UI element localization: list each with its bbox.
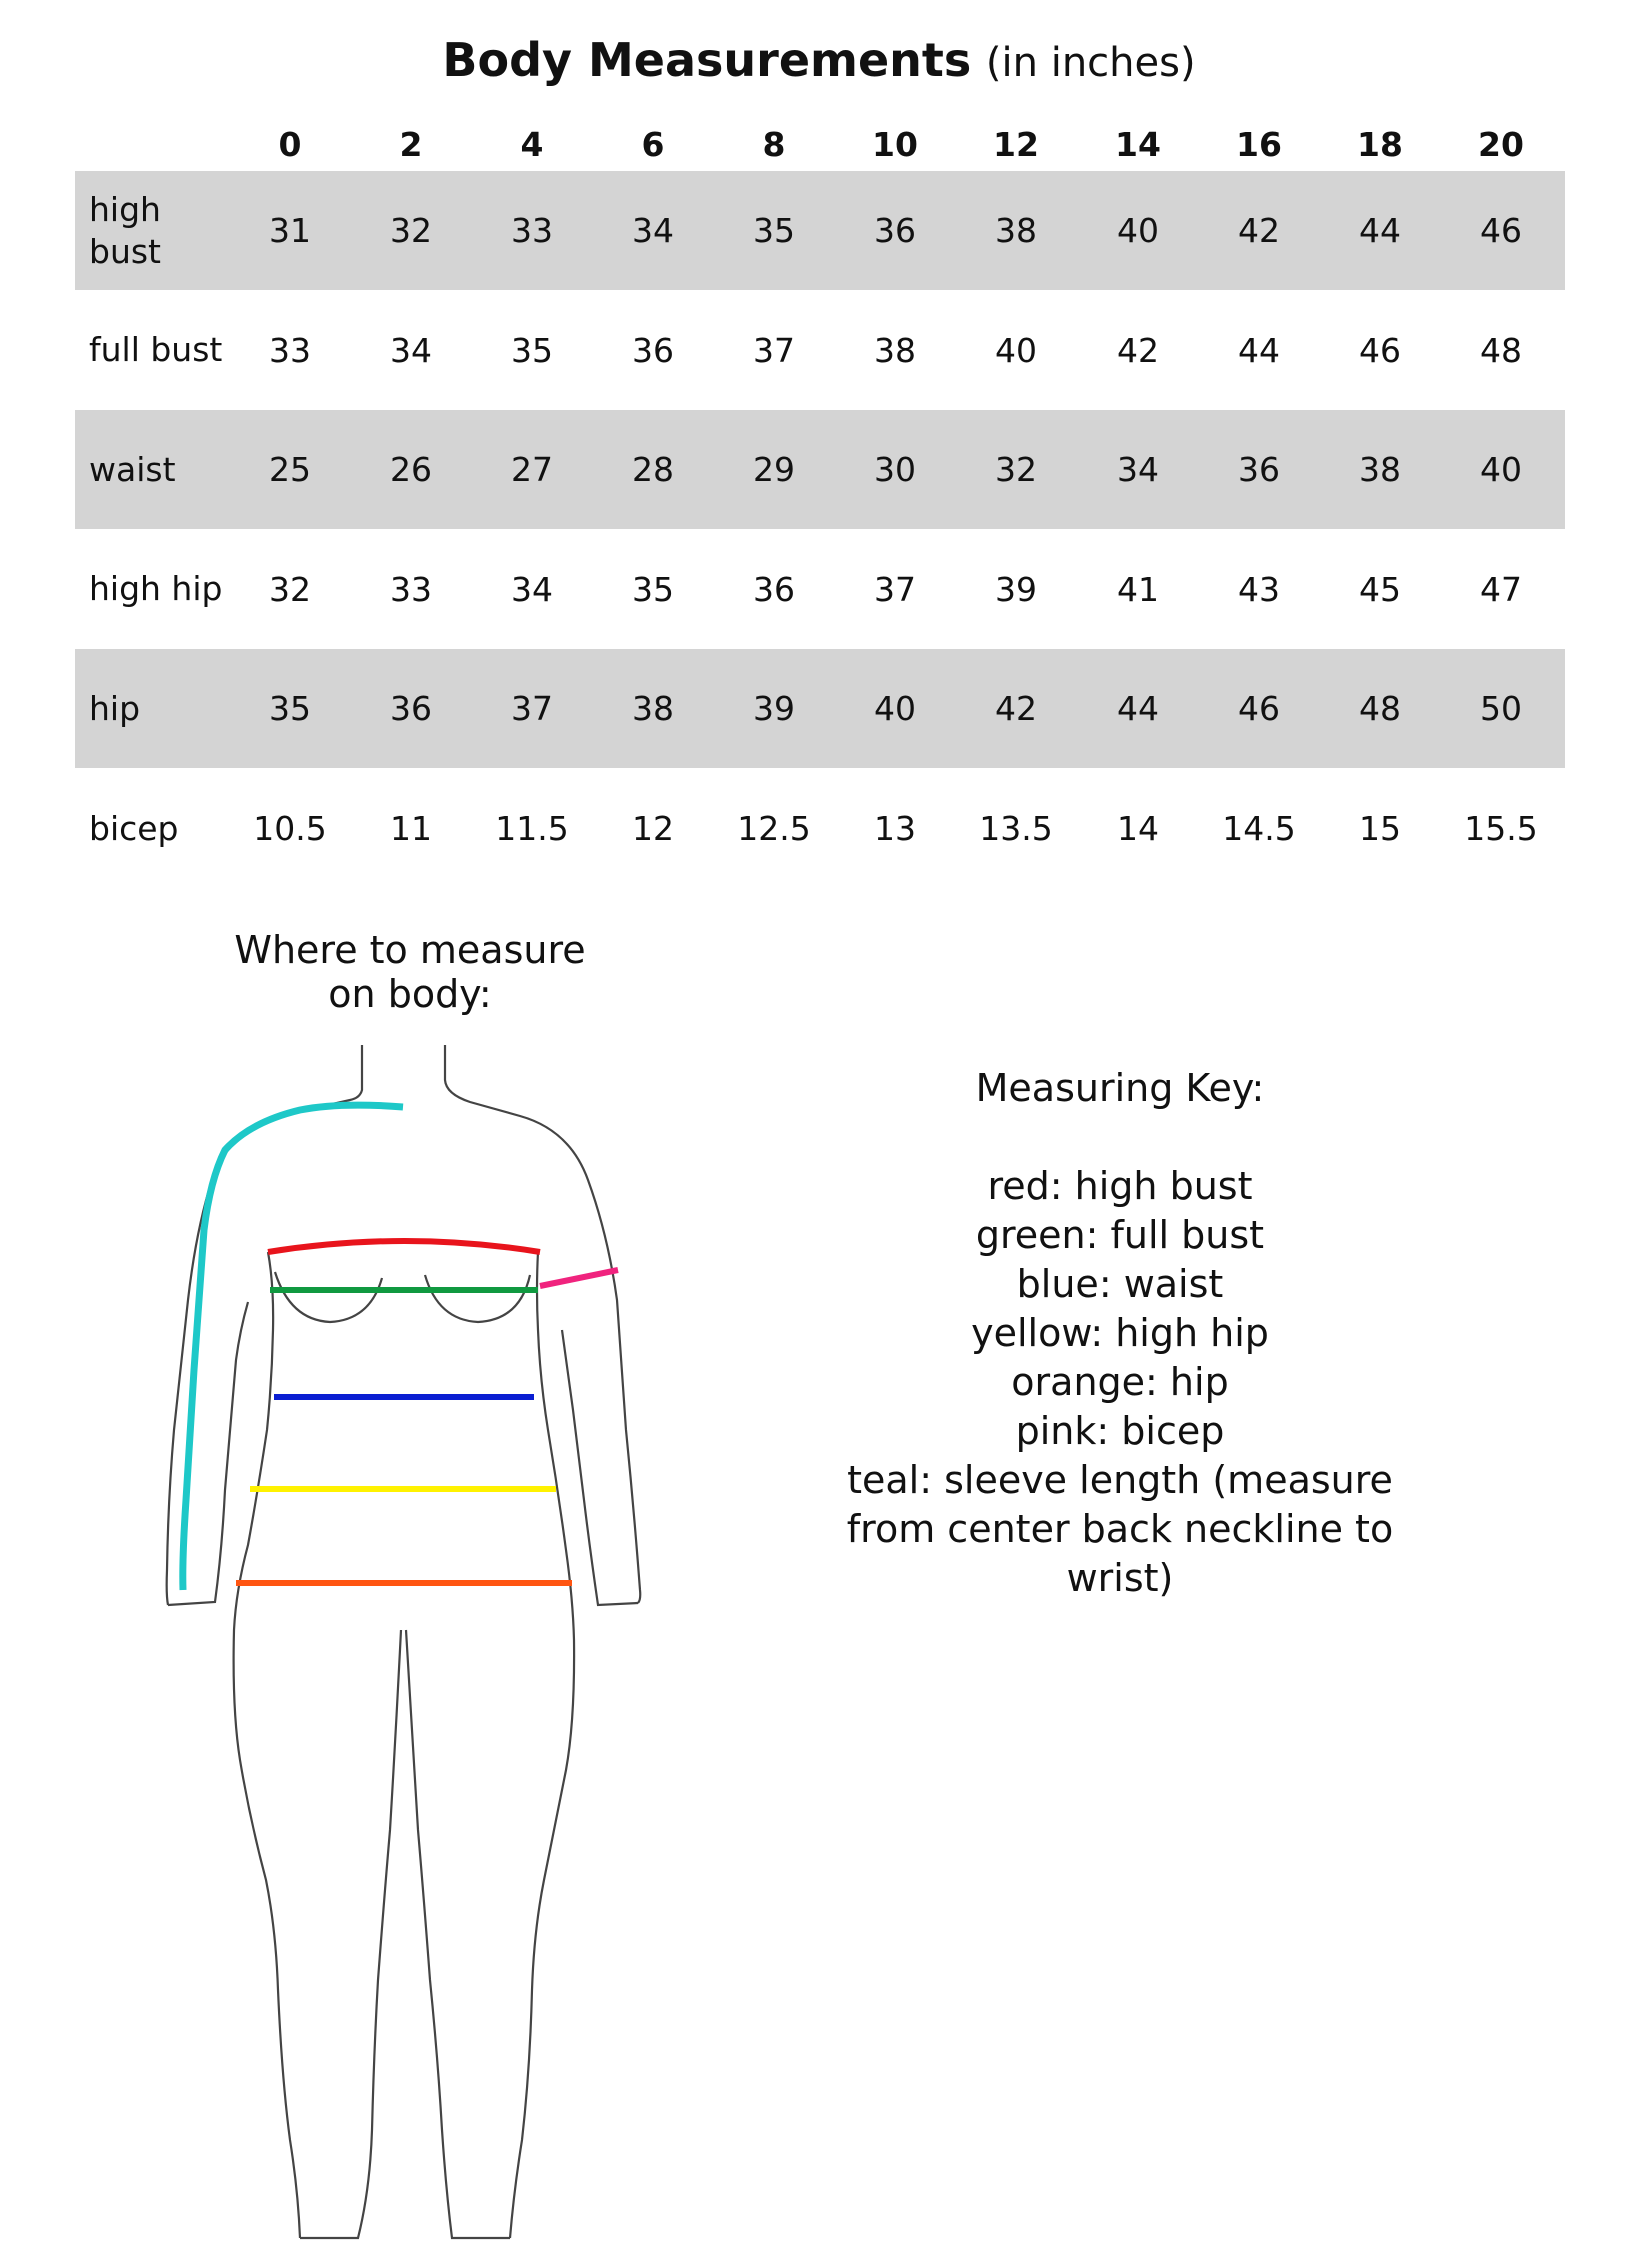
- table-cell: 34: [632, 211, 674, 250]
- table-cell: 36: [390, 689, 432, 729]
- table-cell: 15.5: [1464, 809, 1538, 848]
- table-cell: 15: [1359, 809, 1401, 848]
- table-cell: 39: [995, 569, 1037, 609]
- table-cell: 43: [1238, 569, 1280, 609]
- table-cell: 34: [511, 569, 553, 609]
- table-cell: 39: [753, 689, 795, 729]
- table-cell: 46: [1480, 211, 1522, 250]
- measuring-key-item: green: full bust: [975, 1213, 1265, 1257]
- size-header-cell: 8: [762, 125, 786, 164]
- table-cell: 37: [874, 569, 916, 609]
- table-cell: 40: [1117, 211, 1159, 250]
- size-header-cell: 20: [1478, 125, 1524, 164]
- table-cell: 13: [874, 809, 916, 848]
- table-cell: 41: [1117, 569, 1159, 609]
- title-unit: (in inches): [985, 40, 1196, 86]
- sleeve-length-line: [183, 1105, 403, 1590]
- table-cell: 35: [632, 569, 674, 609]
- table-row: [75, 291, 1565, 410]
- table-cell: 46: [1359, 330, 1401, 370]
- table-cell: 12.5: [737, 809, 811, 848]
- table-cell: 48: [1359, 689, 1401, 729]
- body-figure-diagram: [0, 1030, 700, 2248]
- row-label: bicep: [89, 808, 179, 848]
- table-cell: 31: [269, 211, 311, 250]
- size-header-cell: 0: [278, 125, 302, 164]
- measuring-key-item: red: high bust: [987, 1164, 1253, 1208]
- size-header-cell: 12: [993, 125, 1039, 164]
- table-cell: 33: [390, 569, 432, 609]
- page-title: [0, 32, 1638, 91]
- bicep-line: [540, 1270, 618, 1286]
- table-cell: 36: [1238, 450, 1280, 490]
- measuring-key-item: blue: waist: [1016, 1262, 1224, 1306]
- size-header-cell: 6: [641, 125, 665, 164]
- row-label: full bust: [89, 330, 223, 370]
- table-cell: 42: [1238, 211, 1280, 250]
- size-header-cell: 14: [1115, 125, 1161, 164]
- size-header-cell: 10: [872, 125, 918, 164]
- measuring-key: [820, 1064, 1420, 1603]
- table-cell: 32: [390, 211, 432, 250]
- table-cell: 35: [269, 689, 311, 729]
- table-cell: 13.5: [979, 809, 1053, 848]
- table-cell: 38: [632, 689, 674, 729]
- table-cell: 50: [1480, 689, 1522, 729]
- table-cell: 44: [1117, 689, 1159, 729]
- table-cell: 12: [632, 809, 674, 848]
- table-cell: 45: [1359, 569, 1401, 609]
- measuring-key-list: [820, 1162, 1420, 1603]
- table-cell: 38: [1359, 450, 1401, 490]
- title-main: Body Measurements: [442, 33, 972, 87]
- table-cell: 10.5: [253, 809, 327, 848]
- table-cell: 44: [1238, 330, 1280, 370]
- table-cell: 34: [390, 330, 432, 370]
- table-cell: 32: [995, 450, 1037, 490]
- measuring-key-item: orange: hip: [1011, 1360, 1229, 1404]
- measuring-key-title: Measuring Key:: [975, 1066, 1265, 1110]
- size-header-cell: 16: [1236, 125, 1282, 164]
- table-cell: 47: [1480, 569, 1522, 609]
- table-cell: 11.5: [495, 809, 569, 848]
- table-cell: 40: [995, 330, 1037, 370]
- table-cell: 48: [1480, 330, 1522, 370]
- table-cell: 46: [1238, 689, 1280, 729]
- table-cell: 44: [1359, 211, 1401, 250]
- table-row: [75, 649, 1565, 768]
- measuring-key-item: teal: sleeve length (measure from center back neckline to wrist): [846, 1458, 1394, 1600]
- table-row: [75, 171, 1565, 290]
- table-cell: 42: [995, 689, 1037, 729]
- size-header-row: [0, 120, 1638, 170]
- table-cell: 40: [874, 689, 916, 729]
- table-cell: 34: [1117, 450, 1159, 490]
- table-cell: 35: [753, 211, 795, 250]
- table-row: [75, 769, 1565, 888]
- row-label: hip: [89, 688, 141, 728]
- row-label: waist: [89, 449, 176, 489]
- table-cell: 11: [390, 809, 432, 848]
- size-header-cell: 4: [520, 125, 544, 164]
- table-cell: 42: [1117, 330, 1159, 370]
- table-cell: 38: [995, 211, 1037, 250]
- table-cell: 38: [874, 330, 916, 370]
- table-cell: 26: [390, 450, 432, 490]
- where-to-measure-heading: [180, 928, 640, 1016]
- table-cell: 27: [511, 450, 553, 490]
- table-cell: 40: [1480, 450, 1522, 490]
- table-cell: 36: [874, 211, 916, 250]
- high-bust-line: [268, 1241, 540, 1252]
- table-cell: 32: [269, 569, 311, 609]
- row-label: high bust: [89, 189, 161, 271]
- table-cell: 37: [511, 689, 553, 729]
- body-outline: [167, 1045, 641, 2238]
- size-header-cell: 2: [399, 125, 423, 164]
- table-cell: 33: [269, 330, 311, 370]
- table-cell: 14: [1117, 809, 1159, 848]
- table-cell: 29: [753, 450, 795, 490]
- table-row: [75, 530, 1565, 649]
- table-cell: 28: [632, 450, 674, 490]
- table-cell: 25: [269, 450, 311, 490]
- row-label: high hip: [89, 569, 223, 609]
- where-to-measure-text: Where to measure on body:: [234, 928, 586, 1016]
- table-cell: 36: [753, 569, 795, 609]
- table-cell: 36: [632, 330, 674, 370]
- table-cell: 33: [511, 211, 553, 250]
- table-row: [75, 410, 1565, 529]
- table-cell: 30: [874, 450, 916, 490]
- table-cell: 35: [511, 330, 553, 370]
- measuring-key-item: pink: bicep: [1015, 1409, 1225, 1453]
- size-header-cell: 18: [1357, 125, 1403, 164]
- measuring-key-item: yellow: high hip: [971, 1311, 1269, 1355]
- table-cell: 37: [753, 330, 795, 370]
- table-cell: 14.5: [1222, 809, 1296, 848]
